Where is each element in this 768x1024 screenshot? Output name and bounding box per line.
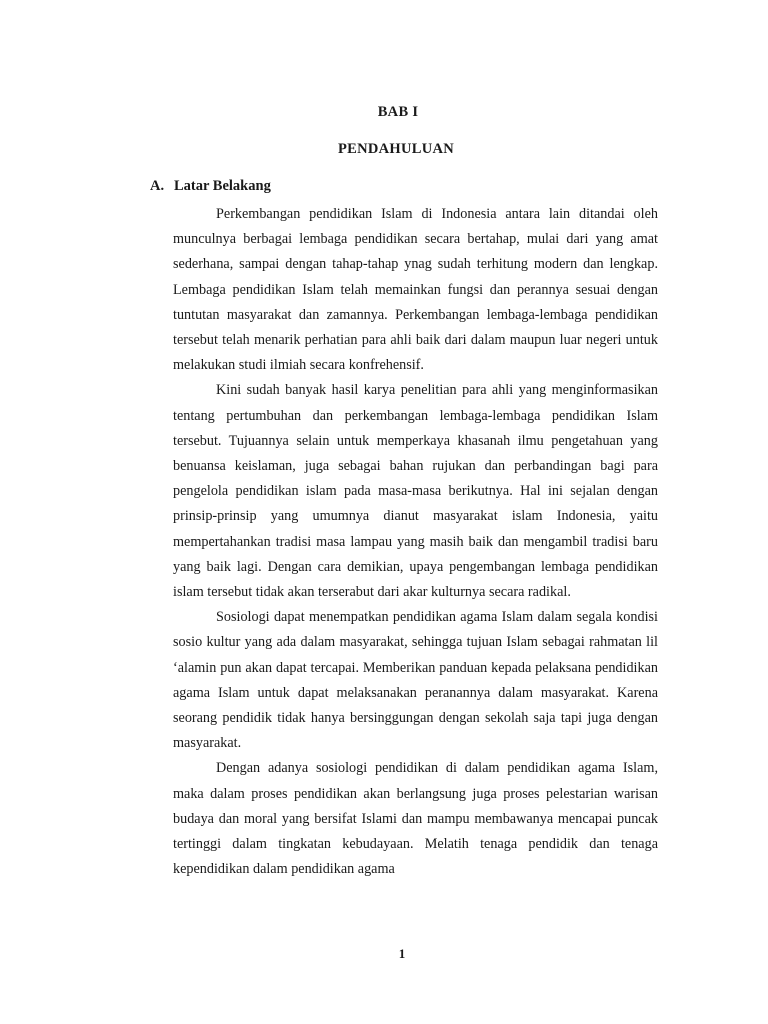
- section-title: Latar Belakang: [174, 178, 271, 194]
- paragraph-3: Sosiologi dapat menempatkan pendidikan agama Islam dalam segala kondisi sosio kultur yang ada dalam masyarakat, sehingga tujuan Islam sebagai rahmatan lil ‘alamin pun akan dapat tercapai. Memberikan panduan kepada pelaksana pendidikan agama Islam untuk dapat melaksanakan peranannya dalam masyarakat. Karena seorang pendidik tidak hanya bersinggungan dengan sekolah saja tapi juga dengan masyarakat.: [173, 609, 658, 752]
- chapter-title: PENDAHULUAN: [337, 141, 455, 157]
- paragraph-4: Dengan adanya sosiologi pendidikan di dalam pendidikan agama Islam, maka dalam proses pendidikan akan berlangsung juga proses pelestarian warisan budaya dan moral yang bersifat Islami dan mampu membawanya mencapai puncak tertinggi dalam tingkatan kebudayaan. Melatih tenaga pendidik dan tenaga kependidikan dalam pendidikan agama: [173, 760, 658, 878]
- page-number: 1: [398, 946, 406, 961]
- section-heading: [150, 178, 271, 195]
- paragraph-1: Perkembangan pendidikan Islam di Indonesia antara lain ditandai oleh munculnya berbagai lembaga pendidikan secara bertahap, mulai dari yang amat sederhana, sampai dengan tahap-tahap ynag sudah terhitung modern dan lengkap. Lembaga pendidikan Islam telah memainkan fungsi dan perannya sesuai dengan tuntutan masyarakat dan zamannya. Perkembangan lembaga-lembaga pendidikan tersebut telah menarik perhatian para ahli baik dari dalam maupun luar negeri untuk melakukan studi ilmiah secara konfrehensif.: [173, 206, 658, 374]
- paragraph-2: Kini sudah banyak hasil karya penelitian para ahli yang menginformasikan tentang pertumbuhan dan perkembangan lembaga-lembaga pendidikan Islam tersebut. Tujuannya selain untuk memperkaya khasanah ilmu pengetahuan yang benuansa keislaman, juga sebagai bahan rujukan dan perbandingan bagi para pengelola pendidikan islam pada masa-masa berikutnya. Hal ini sejalan dengan prinsip-prinsip yang umumnya dianut masyarakat islam Indonesia, yaitu mempertahankan tradisi masa lampau yang masih baik dan mengambil tradisi baru yang baik lagi. Dengan cara demikian, upaya pengembangan lembaga pendidikan islam tersebut tidak akan terserabut dari akar kulturnya secara radikal.: [173, 382, 658, 601]
- body-text: [173, 202, 658, 882]
- chapter-number: BAB I: [377, 104, 419, 120]
- section-marker: A.: [150, 178, 165, 194]
